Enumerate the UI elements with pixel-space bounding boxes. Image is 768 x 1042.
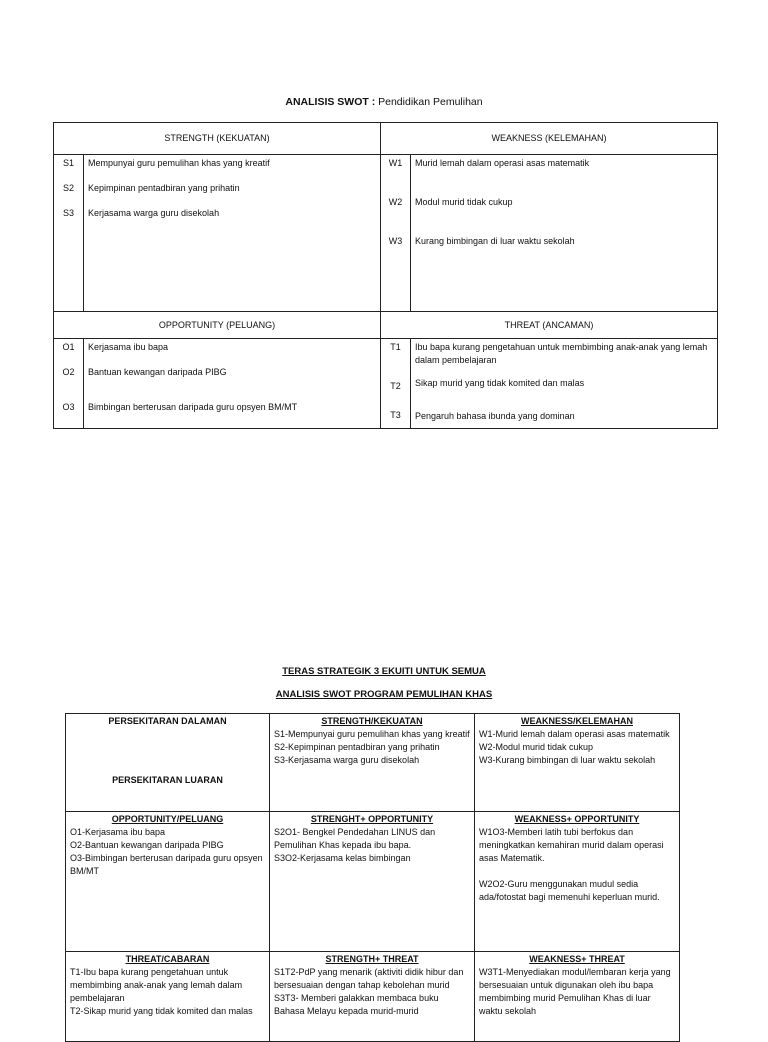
- st-header: STRENGTH+ THREAT: [325, 954, 419, 964]
- tows-strength-item: S1-Mempunyai guru pemulihan khas yang kreatif: [274, 729, 470, 739]
- doc-title: [0, 96, 768, 108]
- so-header: STRENGHT+ OPPORTUNITY: [310, 814, 434, 824]
- opportunity-code: O1: [62, 342, 75, 352]
- opportunity-header: OPPORTUNITY (PELUANG): [54, 312, 381, 339]
- opportunity-item: Kerjasama ibu bapa: [88, 342, 169, 352]
- strength-code: S3: [62, 208, 74, 218]
- threat-code: T1: [390, 342, 401, 352]
- tows-opportunity-header: OPPORTUNITY/PELUANG: [111, 814, 224, 824]
- opportunity-code: O3: [62, 402, 75, 412]
- so-item: S3O2-Kerjasama kelas bimbingan: [274, 853, 411, 863]
- opportunity-cell: [66, 812, 270, 952]
- weakness-code: W1: [388, 158, 403, 168]
- weakness-code: W3: [388, 236, 403, 246]
- strength-code: S2: [62, 183, 74, 193]
- threat-code: T2: [390, 381, 401, 391]
- tows-weakness-item: W3-Kurang bimbingan di luar waktu sekolah: [479, 755, 656, 765]
- tows-matrix: [65, 713, 680, 1042]
- opportunity-item: Bantuan kewangan daripada PIBG: [88, 367, 227, 377]
- tows-opportunity-item: O1-Kerjasama ibu bapa: [70, 827, 166, 837]
- wo-cell: [475, 812, 680, 952]
- weakness-code: W2: [388, 197, 403, 207]
- opportunity-item: Bimbingan berterusan daripada guru opsyen BM/MT: [88, 402, 298, 412]
- weakness-items: [411, 155, 718, 312]
- threat-items: [411, 339, 718, 429]
- tows-strength-header: STRENGTH/KEKUATAN: [321, 716, 423, 726]
- strength-header: STRENGTH (KEKUATAN): [54, 123, 381, 155]
- tows-strength-item: S3-Kerjasama warga guru disekolah: [274, 755, 420, 765]
- threat-item: Sikap murid yang tidak komited dan malas: [415, 378, 585, 388]
- threat-item: Pengaruh bahasa ibunda yang dominan: [415, 411, 575, 421]
- strength-item: Kepimpinan pentadbiran yang prihatin: [88, 183, 240, 193]
- tows-weakness-header: WEAKNESS/KELEMAHAN: [520, 716, 633, 726]
- wo-header: WEAKNESS+ OPPORTUNITY: [514, 814, 640, 824]
- doc-title-rest: Pendidikan Pemulihan: [378, 96, 483, 108]
- threat-header: THREAT (ANCAMAN): [381, 312, 718, 339]
- tows-weakness-item: W1-Murid lemah dalam operasi asas matematik: [479, 729, 670, 739]
- strength-codes: [54, 155, 84, 312]
- persekitaran-cell: [66, 714, 270, 812]
- st-item: S3T3- Memberi galakkan membaca buku Bahasa Melayu kepada murid-murid: [274, 993, 439, 1016]
- persekitaran-dalaman: PERSEKITARAN DALAMAN: [108, 716, 227, 726]
- weakness-item: Modul murid tidak cukup: [415, 197, 513, 207]
- tows-threat-item: T2-Sikap murid yang tidak komited dan malas: [70, 1006, 253, 1016]
- weakness-cell: [475, 714, 680, 812]
- strength-item: Kerjasama warga guru disekolah: [88, 208, 220, 218]
- strength-cell: [270, 714, 475, 812]
- doc-title-bold: ANALISIS SWOT :: [285, 96, 376, 108]
- tows-weakness-item: W2-Modul murid tidak cukup: [479, 742, 594, 752]
- weakness-codes: [381, 155, 411, 312]
- weakness-item: Murid lemah dalam operasi asas matematik: [415, 158, 590, 168]
- so-item: S2O1- Bengkel Pendedahan LINUS dan Pemulihan Khas kepada ibu bapa.: [274, 827, 436, 850]
- opportunity-items: [84, 339, 381, 429]
- tows-opportunity-item: O2-Bantuan kewangan daripada PIBG: [70, 840, 224, 850]
- opportunity-code: O2: [62, 367, 75, 377]
- strength-item: Mempunyai guru pemulihan khas yang kreatif: [88, 158, 270, 168]
- weakness-header: WEAKNESS (KELEMAHAN): [381, 123, 718, 155]
- threat-code: T3: [390, 410, 401, 420]
- threat-item: Ibu bapa kurang pengetahuan untuk membimbing anak-anak yang lemah dalam pembelajaran: [415, 342, 708, 365]
- analisis-title: ANALISIS SWOT PROGRAM PEMULIHAN KHAS: [275, 689, 493, 700]
- opportunity-codes: [54, 339, 84, 429]
- tows-opportunity-item: O3-Bimbingan berterusan daripada guru opsyen BM/MT: [70, 853, 263, 876]
- tows-strength-item: S2-Kepimpinan pentadbiran yang prihatin: [274, 742, 440, 752]
- wt-header: WEAKNESS+ THREAT: [529, 954, 625, 964]
- so-cell: [270, 812, 475, 952]
- wo-item: W1O3-Memberi latih tubi berfokus dan meningkatkan kemahiran murid dalam operasi asas Matematik.: [479, 827, 664, 863]
- persekitaran-luaran: PERSEKITARAN LUARAN: [112, 775, 223, 785]
- weakness-item: Kurang bimbingan di luar waktu sekolah: [415, 236, 575, 246]
- wt-item: W3T1-Menyediakan modul/lembaran kerja yang bersesuaian untuk digunakan oleh ibu bapa membimbing murid Pemulihan Khas di luar waktu sekolah: [479, 967, 671, 1016]
- wt-cell: [475, 952, 680, 1042]
- strength-code: S1: [62, 158, 74, 168]
- tows-threat-item: T1-Ibu bapa kurang pengetahuan untuk membimbing anak-anak yang lemah dalam pembelajaran: [70, 967, 243, 1003]
- teras-title: TERAS STRATEGIK 3 EKUITI UNTUK SEMUA: [282, 666, 486, 677]
- tows-threat-header: THREAT/CABARAN: [125, 954, 210, 964]
- strength-items: [84, 155, 381, 312]
- st-cell: [270, 952, 475, 1042]
- threat-codes: [381, 339, 411, 429]
- wo-item: W2O2-Guru menggunakan mudul sedia ada/fotostat bagi memenuhi keperluan murid.: [479, 879, 660, 902]
- st-item: S1T2-PdP yang menarik (aktiviti didik hibur dan bersesuaian dengan tahap kebolehan murid: [274, 967, 464, 990]
- swot-table: [53, 122, 718, 429]
- threat-cell: [66, 952, 270, 1042]
